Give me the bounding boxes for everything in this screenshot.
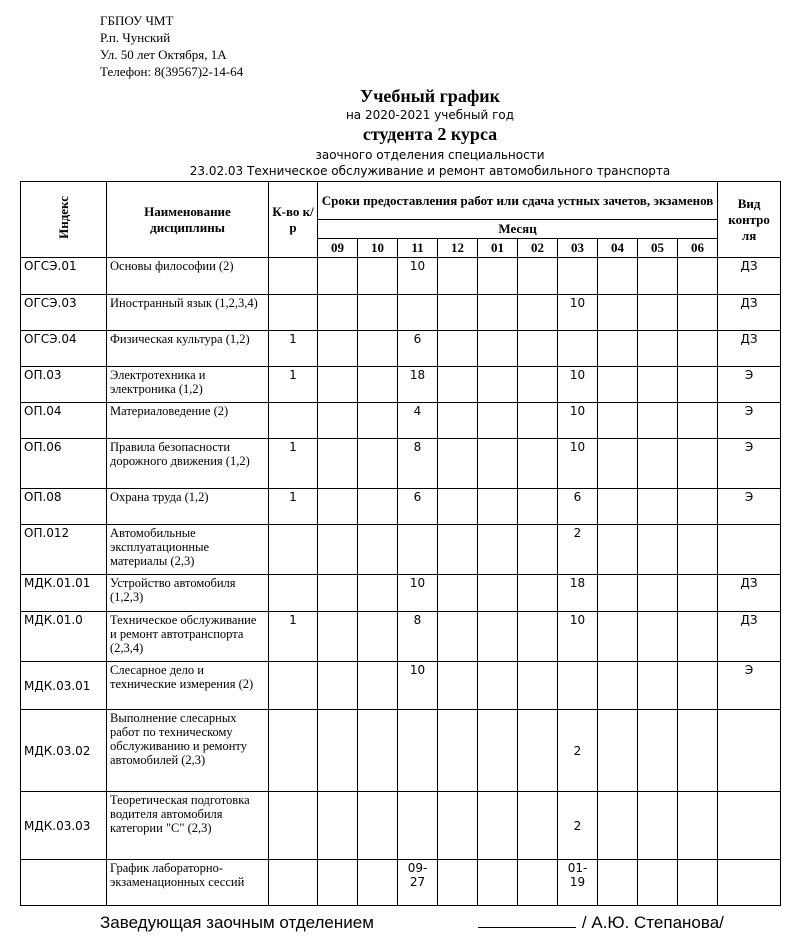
month-cell xyxy=(598,612,638,662)
month-cell: 18 xyxy=(558,575,598,612)
month-cell xyxy=(438,403,478,439)
control-type-cell: ДЗ xyxy=(718,258,781,295)
month-cell xyxy=(638,258,678,295)
month-cell xyxy=(318,525,358,575)
month-cell xyxy=(358,258,398,295)
month-cell xyxy=(598,525,638,575)
month-cell xyxy=(518,575,558,612)
month-cell xyxy=(678,258,718,295)
month-cell xyxy=(638,403,678,439)
index-cell: ОП.06 xyxy=(21,439,107,489)
month-cell xyxy=(358,792,398,860)
control-type-cell: ДЗ xyxy=(718,295,781,331)
index-cell: ОП.012 xyxy=(21,525,107,575)
month-cell xyxy=(478,710,518,792)
month-cell: 4 xyxy=(398,403,438,439)
month-cell xyxy=(518,403,558,439)
control-type-cell xyxy=(718,525,781,575)
month-cell: 10 xyxy=(558,439,598,489)
month-cell: 10 xyxy=(398,662,438,710)
month-cell xyxy=(358,860,398,906)
table-row xyxy=(21,860,781,906)
discipline-cell: Физическая культура (1,2) xyxy=(107,331,269,367)
table-row xyxy=(21,612,781,662)
month-cell xyxy=(398,525,438,575)
month-cell xyxy=(638,575,678,612)
kvo-cell xyxy=(269,575,318,612)
month-cell xyxy=(678,710,718,792)
month-cell xyxy=(438,612,478,662)
index-cell: ОГСЭ.03 xyxy=(21,295,107,331)
document-title: Учебный график xyxy=(359,86,501,106)
month-cell xyxy=(358,331,398,367)
month-cell xyxy=(518,295,558,331)
month-cell xyxy=(598,331,638,367)
month-cell xyxy=(318,860,358,906)
schedule-table xyxy=(20,181,781,906)
kvo-cell xyxy=(269,860,318,906)
month-cell xyxy=(678,403,718,439)
month-cell xyxy=(438,710,478,792)
discipline-cell: Правила безопасности дорожного движения (1,2) xyxy=(107,439,269,489)
index-cell: ОП.04 xyxy=(21,403,107,439)
month-cell xyxy=(598,710,638,792)
month-cell xyxy=(478,792,518,860)
month-cell xyxy=(478,295,518,331)
month-cell xyxy=(678,331,718,367)
month-cell xyxy=(678,860,718,906)
discipline-cell: Автомобильные эксплуатационные материалы (2,3) xyxy=(107,525,269,575)
org-address: Ул. 50 лет Октября, 1А xyxy=(100,47,227,62)
month-cell: 09-27 xyxy=(398,860,438,906)
header-name: Наименование дисциплины xyxy=(107,182,269,258)
month-cell xyxy=(318,367,358,403)
month-cell xyxy=(678,792,718,860)
month-cell: 6 xyxy=(398,331,438,367)
discipline-cell: Устройство автомобиля (1,2,3) xyxy=(107,575,269,612)
discipline-cell: Техническое обслуживание и ремонт автотранспорта (2,3,4) xyxy=(107,612,269,662)
kvo-cell xyxy=(269,710,318,792)
control-type-cell: Э xyxy=(718,367,781,403)
index-cell: ОП.08 xyxy=(21,489,107,525)
month-cell: 10 xyxy=(398,258,438,295)
month-cell xyxy=(678,662,718,710)
month-cell xyxy=(558,258,598,295)
control-type-cell xyxy=(718,792,781,860)
table-row xyxy=(21,525,781,575)
discipline-cell: Выполнение слесарных работ по техническому обслуживанию и ремонту автомобилей (2,3) xyxy=(107,710,269,792)
table-row xyxy=(21,258,781,295)
month-cell xyxy=(518,860,558,906)
month-cell xyxy=(638,710,678,792)
kvo-cell xyxy=(269,403,318,439)
month-cell: 2 xyxy=(558,710,598,792)
kvo-cell: 1 xyxy=(269,367,318,403)
month-header: 02 xyxy=(518,239,558,258)
month-cell xyxy=(518,489,558,525)
kvo-cell xyxy=(269,295,318,331)
kvo-cell: 1 xyxy=(269,489,318,525)
month-cell xyxy=(558,331,598,367)
table-row xyxy=(21,403,781,439)
month-cell xyxy=(358,662,398,710)
organization-block xyxy=(100,12,243,80)
month-cell xyxy=(598,792,638,860)
month-cell xyxy=(438,331,478,367)
month-cell xyxy=(358,367,398,403)
month-cell xyxy=(638,439,678,489)
month-cell xyxy=(438,662,478,710)
month-cell xyxy=(598,439,638,489)
student-line: студента 2 курса xyxy=(362,124,498,144)
month-header: 10 xyxy=(358,239,398,258)
table-row xyxy=(21,710,781,792)
discipline-cell: Материаловедение (2) xyxy=(107,403,269,439)
month-cell xyxy=(478,612,518,662)
month-cell xyxy=(678,612,718,662)
month-cell xyxy=(598,860,638,906)
signature-line xyxy=(100,913,724,933)
month-cell xyxy=(318,331,358,367)
month-cell xyxy=(478,367,518,403)
month-cell xyxy=(678,575,718,612)
month-cell xyxy=(358,710,398,792)
discipline-cell: Основы философии (2) xyxy=(107,258,269,295)
month-cell xyxy=(438,367,478,403)
month-cell xyxy=(678,525,718,575)
month-cell: 10 xyxy=(398,575,438,612)
month-cell: 6 xyxy=(398,489,438,525)
table-row xyxy=(21,662,781,710)
control-type-cell: ДЗ xyxy=(718,331,781,367)
table-row xyxy=(21,331,781,367)
control-type-cell: Э xyxy=(718,403,781,439)
month-cell xyxy=(398,295,438,331)
month-cell xyxy=(558,662,598,710)
month-cell xyxy=(358,295,398,331)
control-type-cell xyxy=(718,710,781,792)
month-cell: 01-19 xyxy=(558,860,598,906)
month-cell xyxy=(318,258,358,295)
kvo-cell xyxy=(269,525,318,575)
control-type-cell: ДЗ xyxy=(718,612,781,662)
month-header: 09 xyxy=(318,239,358,258)
month-cell xyxy=(398,710,438,792)
month-cell: 6 xyxy=(558,489,598,525)
month-cell xyxy=(518,331,558,367)
header-vid: Вид контро ля xyxy=(718,182,781,258)
kvo-cell: 1 xyxy=(269,331,318,367)
month-cell xyxy=(438,439,478,489)
kvo-cell: 1 xyxy=(269,439,318,489)
month-cell: 10 xyxy=(558,367,598,403)
control-type-cell: Э xyxy=(718,489,781,525)
month-cell xyxy=(358,403,398,439)
signer-name: / А.Ю. Степанова/ xyxy=(581,913,724,932)
department-line: заочного отделения специальности xyxy=(315,148,545,162)
month-cell xyxy=(318,295,358,331)
month-cell xyxy=(358,489,398,525)
index-cell: ОГСЭ.04 xyxy=(21,331,107,367)
table-row xyxy=(21,295,781,331)
index-cell: МДК.01.0 xyxy=(21,612,107,662)
month-cell xyxy=(358,612,398,662)
control-type-cell: ДЗ xyxy=(718,575,781,612)
header-month: Месяц xyxy=(318,220,718,239)
month-cell xyxy=(598,403,638,439)
month-cell xyxy=(358,575,398,612)
month-cell xyxy=(638,489,678,525)
month-header: 01 xyxy=(478,239,518,258)
month-cell xyxy=(478,258,518,295)
signer-role: Заведующая заочным отделением xyxy=(100,913,374,932)
month-cell xyxy=(598,258,638,295)
discipline-cell: Иностранный язык (1,2,3,4) xyxy=(107,295,269,331)
index-cell xyxy=(21,860,107,906)
month-cell xyxy=(678,295,718,331)
month-cell xyxy=(638,792,678,860)
month-cell xyxy=(518,439,558,489)
month-cell xyxy=(598,367,638,403)
month-cell xyxy=(318,403,358,439)
index-cell: МДК.03.01 xyxy=(21,662,107,710)
month-cell xyxy=(678,489,718,525)
month-cell xyxy=(398,792,438,860)
month-cell xyxy=(518,792,558,860)
month-cell: 10 xyxy=(558,295,598,331)
org-town: Р.п. Чунский xyxy=(100,30,171,45)
org-name: ГБПОУ ЧМТ xyxy=(100,13,174,28)
month-cell xyxy=(318,575,358,612)
month-cell: 2 xyxy=(558,792,598,860)
month-cell xyxy=(638,331,678,367)
month-cell xyxy=(318,792,358,860)
discipline-cell: Слесарное дело и технические измерения (2) xyxy=(107,662,269,710)
month-cell xyxy=(478,331,518,367)
kvo-cell xyxy=(269,662,318,710)
month-cell xyxy=(318,489,358,525)
index-cell: МДК.03.02 xyxy=(21,710,107,792)
month-cell xyxy=(638,662,678,710)
month-cell xyxy=(518,710,558,792)
month-cell xyxy=(438,792,478,860)
month-cell xyxy=(478,575,518,612)
header-terms: Сроки предоставления работ или сдача устных зачетов, экзаменов xyxy=(318,182,718,220)
month-header: 06 xyxy=(678,239,718,258)
month-cell xyxy=(318,710,358,792)
month-cell xyxy=(478,403,518,439)
month-cell: 2 xyxy=(558,525,598,575)
month-cell xyxy=(478,662,518,710)
month-cell xyxy=(638,860,678,906)
month-cell xyxy=(638,367,678,403)
org-phone: Телефон: 8(39567)2-14-64 xyxy=(100,64,244,79)
specialty-line: 23.02.03 Техническое обслуживание и ремонт автомобильного транспорта xyxy=(189,164,671,178)
month-cell: 8 xyxy=(398,612,438,662)
year-line: на 2020-2021 учебный год xyxy=(345,108,515,122)
month-cell xyxy=(678,439,718,489)
index-cell: ОГСЭ.01 xyxy=(21,258,107,295)
month-cell: 18 xyxy=(398,367,438,403)
month-header: 12 xyxy=(438,239,478,258)
month-cell xyxy=(438,860,478,906)
month-cell xyxy=(638,525,678,575)
month-cell xyxy=(438,258,478,295)
control-type-cell: Э xyxy=(718,662,781,710)
discipline-cell: Охрана труда (1,2) xyxy=(107,489,269,525)
control-type-cell xyxy=(718,860,781,906)
month-cell xyxy=(598,575,638,612)
month-cell xyxy=(438,295,478,331)
month-cell xyxy=(438,575,478,612)
month-cell xyxy=(478,860,518,906)
month-cell xyxy=(478,489,518,525)
month-cell xyxy=(598,489,638,525)
month-cell xyxy=(678,367,718,403)
month-cell xyxy=(438,525,478,575)
month-cell xyxy=(638,295,678,331)
month-cell xyxy=(318,439,358,489)
table-row xyxy=(21,439,781,489)
month-cell xyxy=(478,525,518,575)
month-cell: 10 xyxy=(558,403,598,439)
month-cell xyxy=(518,367,558,403)
month-cell xyxy=(598,662,638,710)
kvo-cell xyxy=(269,258,318,295)
index-cell: МДК.03.03 xyxy=(21,792,107,860)
month-cell xyxy=(598,295,638,331)
discipline-cell: Теоретическая подготовка водителя автомобиля категории "С" (2,3) xyxy=(107,792,269,860)
month-cell: 10 xyxy=(558,612,598,662)
month-cell xyxy=(438,489,478,525)
month-cell xyxy=(638,612,678,662)
control-type-cell: Э xyxy=(718,439,781,489)
table-row xyxy=(21,792,781,860)
index-cell: МДК.01.01 xyxy=(21,575,107,612)
discipline-cell: Электротехника и электроника (1,2) xyxy=(107,367,269,403)
month-cell xyxy=(518,662,558,710)
month-cell xyxy=(318,662,358,710)
kvo-cell xyxy=(269,792,318,860)
month-cell: 8 xyxy=(398,439,438,489)
discipline-cell: График лабораторно-экзаменационных сессий xyxy=(107,860,269,906)
month-cell xyxy=(518,258,558,295)
table-row xyxy=(21,367,781,403)
month-cell xyxy=(358,525,398,575)
month-cell xyxy=(518,525,558,575)
index-cell: ОП.03 xyxy=(21,367,107,403)
header-index: Индекс xyxy=(21,182,107,258)
month-cell xyxy=(518,612,558,662)
kvo-cell: 1 xyxy=(269,612,318,662)
month-header: 03 xyxy=(558,239,598,258)
signature-blank xyxy=(478,913,576,928)
header-kvo: К-во к/р xyxy=(269,182,318,258)
table-row xyxy=(21,489,781,525)
month-header: 05 xyxy=(638,239,678,258)
month-cell xyxy=(358,439,398,489)
month-header: 04 xyxy=(598,239,638,258)
month-cell xyxy=(478,439,518,489)
month-header: 11 xyxy=(398,239,438,258)
table-row xyxy=(21,575,781,612)
month-cell xyxy=(318,612,358,662)
